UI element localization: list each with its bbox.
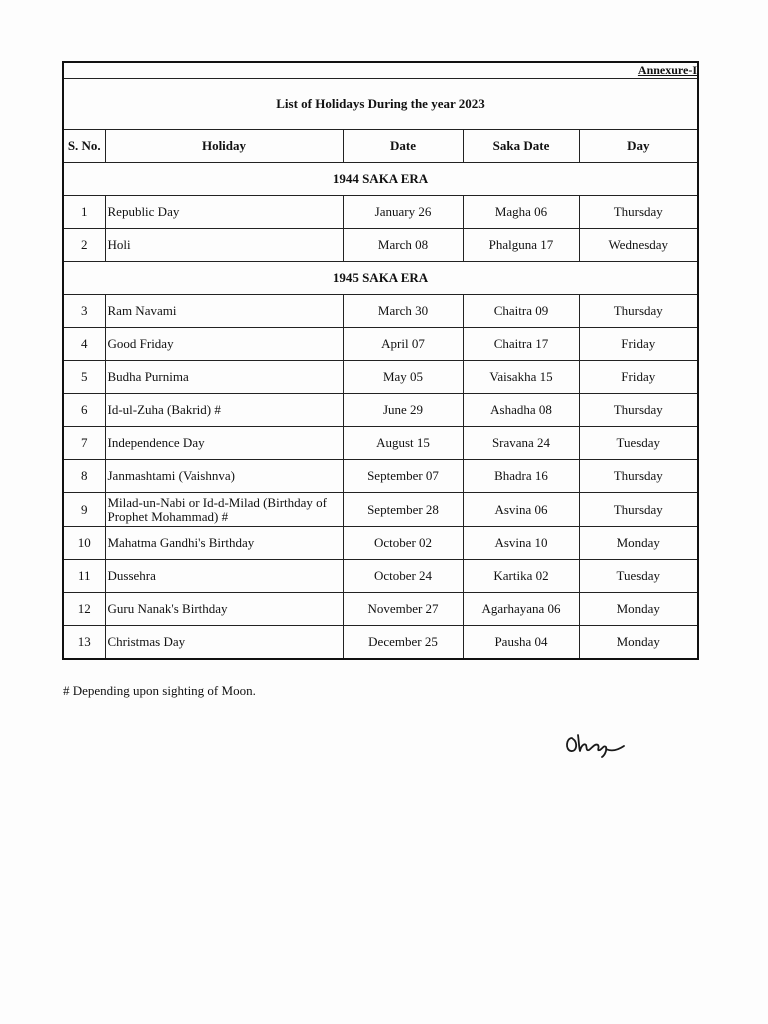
saka-date-cell: Vaisakha 15 <box>463 361 579 394</box>
holiday-cell: Milad-un-Nabi or Id-d-Milad (Birthday of Prophet Mohammad) # <box>105 493 343 527</box>
day-cell: Thursday <box>579 394 698 427</box>
holiday-cell: Mahatma Gandhi's Birthday <box>105 527 343 560</box>
annexure-label: Annexure-I <box>637 63 698 77</box>
holiday-cell: Id-ul-Zuha (Bakrid) # <box>105 394 343 427</box>
date-cell: March 08 <box>343 229 463 262</box>
sno-cell: 9 <box>63 493 105 527</box>
footnote: # Depending upon sighting of Moon. <box>63 683 256 698</box>
saka-date-cell: Agarhayana 06 <box>463 593 579 626</box>
date-cell: May 05 <box>343 361 463 394</box>
holiday-cell: Dussehra <box>105 560 343 593</box>
holiday-cell: Budha Purnima <box>105 361 343 394</box>
table-row <box>63 361 698 394</box>
day-cell: Monday <box>579 527 698 560</box>
table-row <box>63 427 698 460</box>
sno-cell: 11 <box>63 560 105 593</box>
sno-cell: 10 <box>63 527 105 560</box>
date-cell: April 07 <box>343 328 463 361</box>
table-row <box>63 394 698 427</box>
table-row <box>63 460 698 493</box>
date-cell: January 26 <box>343 196 463 229</box>
signature-image <box>562 724 626 762</box>
sno-cell: 7 <box>63 427 105 460</box>
sno-cell: 8 <box>63 460 105 493</box>
sno-cell: 6 <box>63 394 105 427</box>
table-row <box>63 328 698 361</box>
day-cell: Tuesday <box>579 427 698 460</box>
date-cell: October 24 <box>343 560 463 593</box>
day-cell: Thursday <box>579 460 698 493</box>
saka-date-cell: Chaitra 17 <box>463 328 579 361</box>
saka-date-cell: Bhadra 16 <box>463 460 579 493</box>
holiday-cell: Republic Day <box>105 196 343 229</box>
column-header-day: Day <box>579 130 698 163</box>
holiday-cell: Good Friday <box>105 328 343 361</box>
saka-date-cell: Asvina 10 <box>463 527 579 560</box>
table-row <box>63 229 698 262</box>
holiday-cell: Christmas Day <box>105 626 343 660</box>
date-cell: August 15 <box>343 427 463 460</box>
day-cell: Friday <box>579 328 698 361</box>
saka-date-cell: Phalguna 17 <box>463 229 579 262</box>
saka-date-cell: Pausha 04 <box>463 626 579 660</box>
era-row-1945 <box>63 262 698 295</box>
holiday-cell: Guru Nanak's Birthday <box>105 593 343 626</box>
title-row <box>63 79 698 130</box>
column-header-sno: S. No. <box>63 130 105 163</box>
sno-cell: 12 <box>63 593 105 626</box>
holiday-cell: Independence Day <box>105 427 343 460</box>
saka-date-cell: Kartika 02 <box>463 560 579 593</box>
day-cell: Friday <box>579 361 698 394</box>
document-title: List of Holidays During the year 2023 <box>63 79 698 130</box>
holiday-cell: Janmashtami (Vaishnva) <box>105 460 343 493</box>
sno-cell: 5 <box>63 361 105 394</box>
table-row <box>63 493 698 527</box>
day-cell: Tuesday <box>579 560 698 593</box>
era-label: 1945 SAKA ERA <box>63 262 698 295</box>
sno-cell: 3 <box>63 295 105 328</box>
sno-cell: 1 <box>63 196 105 229</box>
saka-date-cell: Chaitra 09 <box>463 295 579 328</box>
table-row <box>63 560 698 593</box>
saka-date-cell: Magha 06 <box>463 196 579 229</box>
table-row <box>63 593 698 626</box>
day-cell: Monday <box>579 626 698 660</box>
date-cell: September 07 <box>343 460 463 493</box>
table-row <box>63 295 698 328</box>
column-header-holiday: Holiday <box>105 130 343 163</box>
table-row <box>63 626 698 660</box>
date-cell: June 29 <box>343 394 463 427</box>
day-cell: Thursday <box>579 493 698 527</box>
day-cell: Thursday <box>579 295 698 328</box>
column-header-saka-date: Saka Date <box>463 130 579 163</box>
annexure-row <box>63 62 698 79</box>
date-cell: March 30 <box>343 295 463 328</box>
table-row <box>63 527 698 560</box>
holiday-table <box>62 61 699 660</box>
date-cell: December 25 <box>343 626 463 660</box>
day-cell: Thursday <box>579 196 698 229</box>
date-cell: November 27 <box>343 593 463 626</box>
saka-date-cell: Asvina 06 <box>463 493 579 527</box>
date-cell: September 28 <box>343 493 463 527</box>
holiday-cell: Holi <box>105 229 343 262</box>
saka-date-cell: Sravana 24 <box>463 427 579 460</box>
sno-cell: 2 <box>63 229 105 262</box>
day-cell: Monday <box>579 593 698 626</box>
sno-cell: 4 <box>63 328 105 361</box>
saka-date-cell: Ashadha 08 <box>463 394 579 427</box>
holiday-cell: Ram Navami <box>105 295 343 328</box>
column-header-date: Date <box>343 130 463 163</box>
table-row <box>63 196 698 229</box>
era-label: 1944 SAKA ERA <box>63 163 698 196</box>
era-row-1944 <box>63 163 698 196</box>
day-cell: Wednesday <box>579 229 698 262</box>
header-row <box>63 130 698 163</box>
date-cell: October 02 <box>343 527 463 560</box>
sno-cell: 13 <box>63 626 105 660</box>
